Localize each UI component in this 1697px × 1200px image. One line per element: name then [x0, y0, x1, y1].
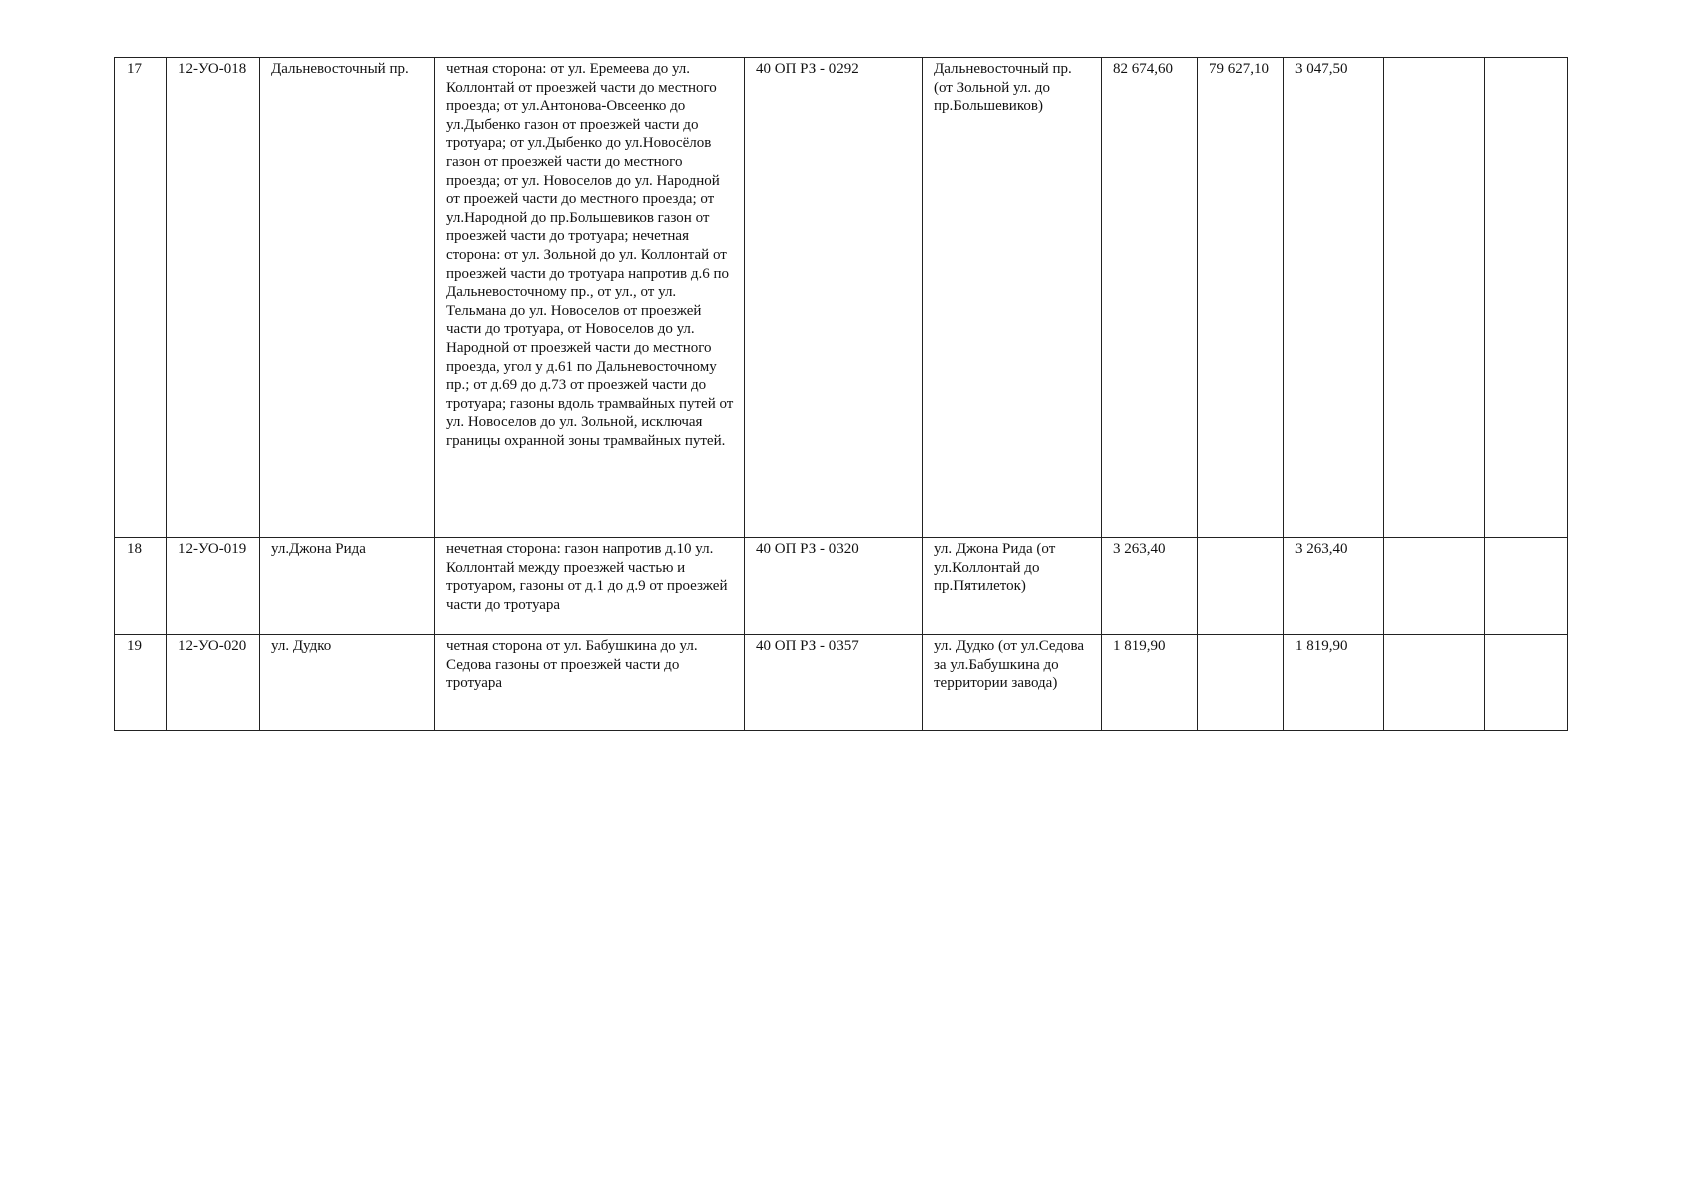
road-id-cell: 40 ОП РЗ - 0357 — [745, 635, 923, 731]
area-2-cell — [1198, 635, 1284, 731]
area-3-cell: 3 047,50 — [1284, 58, 1384, 538]
street-name-cell: Дальневосточный пр. — [260, 58, 435, 538]
road-name-cell: ул. Джона Рида (от ул.Коллонтай до пр.Пятилеток) — [923, 538, 1102, 635]
area-2-cell: 79 627,10 — [1198, 58, 1284, 538]
object-code-cell: 12-УО-020 — [167, 635, 260, 731]
row-number-cell: 18 — [115, 538, 167, 635]
object-code-cell: 12-УО-019 — [167, 538, 260, 635]
extra-2-cell — [1485, 538, 1568, 635]
road-name-cell: Дальневосточный пр. (от Зольной ул. до пр.Большевиков) — [923, 58, 1102, 538]
area-3-cell: 1 819,90 — [1284, 635, 1384, 731]
extra-1-cell — [1384, 635, 1485, 731]
location-description-cell: четная сторона: от ул. Еремеева до ул. Коллонтай от проезжей части до местного проезда; от ул.Антонова-Овсеенко до ул.Дыбенко газон от проезжей части до тротуара; от ул.Дыбенко до ул.Новосёлов газон от проезжей части до местного проезда; от ул. Новоселов до ул. Народной от проежей части до местного проезда; от ул.Народной до пр.Большевиков газон от проезжей части до тротуара; нечетная сторона: от ул. Зольной до ул. Коллонтай от проезжей части до тротуара напротив д.6 по Дальневосточному пр., от ул., от ул. Тельмана до ул. Новоселов от проезжей части до тротуара, от Новоселов до ул. Народной от проезжей части до местного проезда, угол у д.61 по Дальневосточному пр.; от д.69 до д.73 от проезжей части до тротуара; газоны вдоль трамвайных путей от ул. Новоселов до ул. Зольной, исключая границы охранной зоны трамвайных путей. — [435, 58, 745, 538]
location-description-cell: четная сторона от ул. Бабушкина до ул. Седова газоны от проезжей части до тротуара — [435, 635, 745, 731]
extra-1-cell — [1384, 58, 1485, 538]
road-id-cell: 40 ОП РЗ - 0292 — [745, 58, 923, 538]
extra-2-cell — [1485, 635, 1568, 731]
area-2-cell — [1198, 538, 1284, 635]
table-row — [115, 538, 1568, 635]
street-name-cell: ул.Джона Рида — [260, 538, 435, 635]
extra-1-cell — [1384, 538, 1485, 635]
area-total-cell: 3 263,40 — [1102, 538, 1198, 635]
table-row — [115, 58, 1568, 538]
object-code-cell: 12-УО-018 — [167, 58, 260, 538]
table-row — [115, 635, 1568, 731]
greenery-registry-table — [114, 57, 1568, 731]
road-name-cell: ул. Дудко (от ул.Седова за ул.Бабушкина до территории завода) — [923, 635, 1102, 731]
area-3-cell: 3 263,40 — [1284, 538, 1384, 635]
area-total-cell: 1 819,90 — [1102, 635, 1198, 731]
row-number-cell: 17 — [115, 58, 167, 538]
street-name-cell: ул. Дудко — [260, 635, 435, 731]
location-description-cell: нечетная сторона: газон напротив д.10 ул. Коллонтай между проезжей частью и тротуаром, газоны от д.1 до д.9 от проезжей части до тротуара — [435, 538, 745, 635]
area-total-cell: 82 674,60 — [1102, 58, 1198, 538]
extra-2-cell — [1485, 58, 1568, 538]
road-id-cell: 40 ОП РЗ - 0320 — [745, 538, 923, 635]
row-number-cell: 19 — [115, 635, 167, 731]
